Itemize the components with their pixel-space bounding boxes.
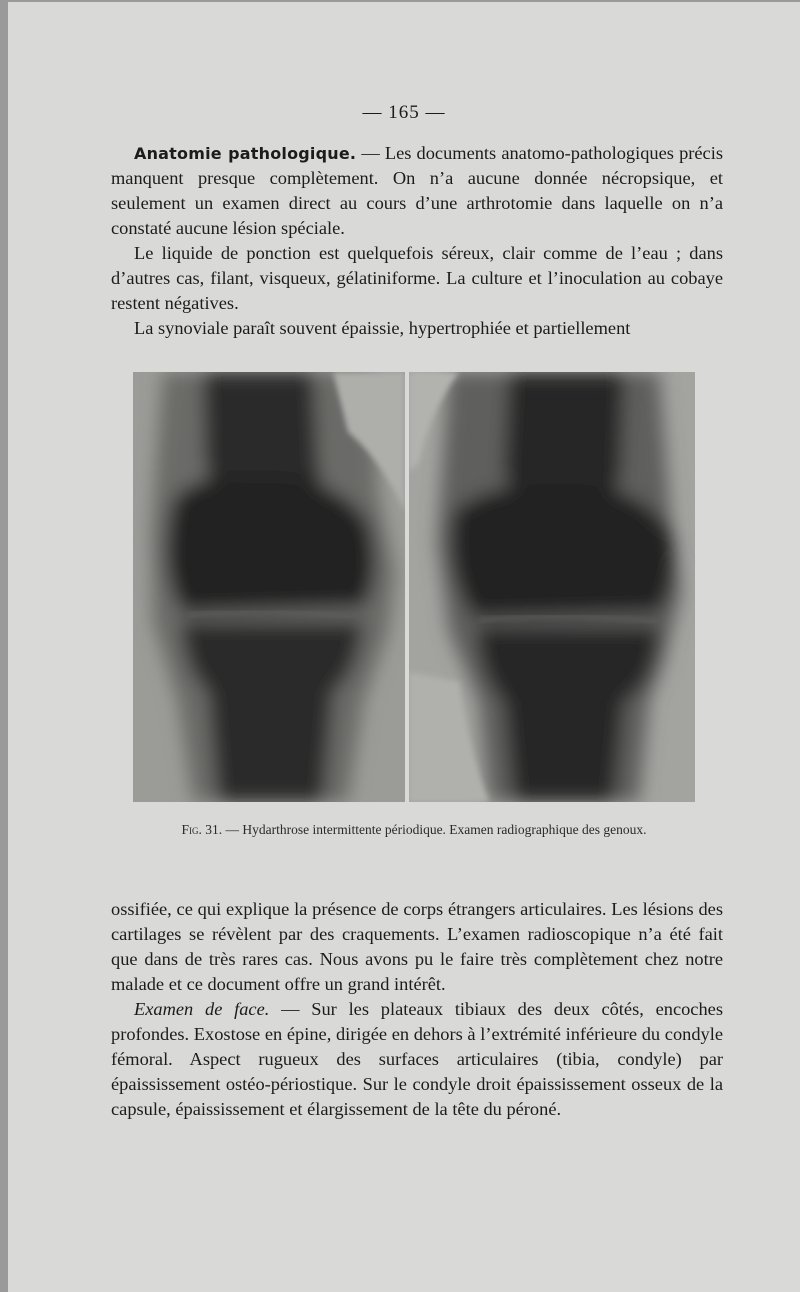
bottom-text-block	[111, 897, 723, 1122]
paragraph-frontal-exam	[111, 997, 723, 1122]
paragraph-ossified: ossifiée, ce qui explique la présence de corps étrangers articulaires. Les lésions des cartilages se révèlent par des craquements. L’examen radioscopique n’a été fait que dans de très rares cas. Nous avons pu le faire très complètement chez notre malade et ce document offre un grand intérêt.	[111, 899, 723, 994]
page-number: — 165 —	[362, 102, 446, 123]
paragraph-synovial: La synoviale paraît souvent épaissie, hypertrophiée et partiellement	[134, 318, 631, 338]
radiograph-figure	[133, 372, 695, 802]
section-heading: Anatomie pathologique.	[134, 144, 357, 163]
right-knee-radiograph	[409, 372, 695, 802]
paragraph-puncture-fluid: Le liquide de ponction est quelquefois séreux, clair comme de l’eau ; dans d’autres cas, filant, visqueux, gélatiniforme. La culture et l’inoculation au cobaye restent négatives.	[111, 243, 723, 313]
figure-caption-text: — Hydarthrose intermittente périodique. Examen radiographique des genoux.	[222, 822, 647, 837]
figure-caption	[158, 821, 670, 838]
paragraph-text: — Les documents anatomo-pathologiques précis manquent presque complètement. On n’a aucune donnée nécropsique, et seulement un examen direct au cours d’une arthrotomie dans laquelle on n’a constaté aucune lésion spéciale.	[111, 143, 723, 238]
paragraph-pathology	[111, 141, 723, 241]
exam-heading: Examen de face.	[134, 999, 270, 1019]
top-text-block	[111, 141, 723, 341]
book-page	[8, 2, 800, 1292]
figure-label: Fig. 31.	[181, 822, 223, 837]
left-knee-radiograph	[133, 372, 405, 802]
paragraph-text: — Sur les plateaux tibiaux des deux côtés, encoches profondes. Exostose en épine, dirigée en dehors à l’extrémité inférieure du condyle fémoral. Aspect rugueux des surfaces articulaires (tibia, condyle) par épaississement ostéo-périostique. Sur le condyle droit épaississement osseux de la capsule, épaississement et élargissement de la tête du péroné.	[111, 999, 723, 1119]
